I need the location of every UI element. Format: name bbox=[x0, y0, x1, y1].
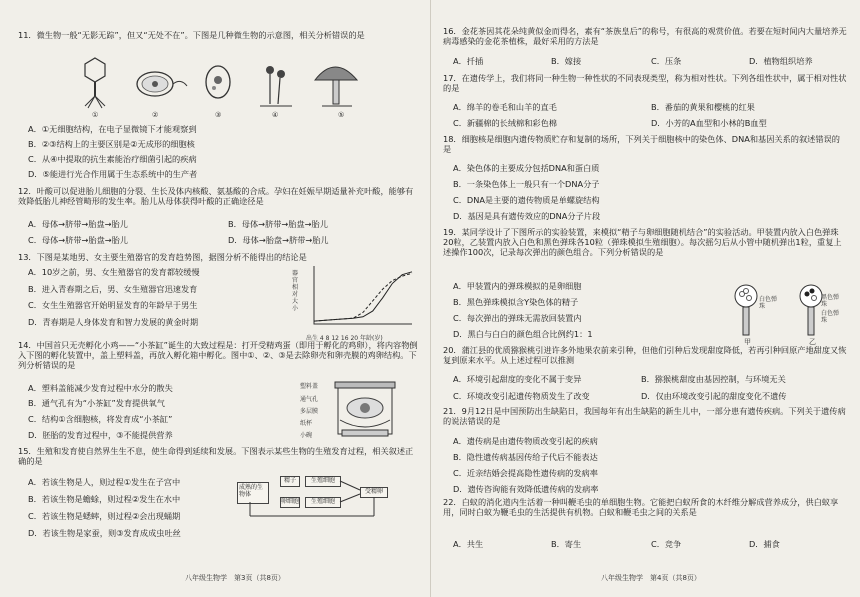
q21-option-b: B．隐性遗传病基因传给子代后不能表达 bbox=[453, 452, 598, 462]
fig-label-1: ① bbox=[92, 111, 99, 119]
device-label-black: 黑色弹珠 bbox=[821, 294, 840, 308]
q17-option-b: B．番茄的黄果和樱桃的红果 bbox=[651, 102, 755, 112]
q14-stem: 14．中国首只无壳孵化小鸡——“小茶缸”诞生的大致过程是：打开受精鸡蛋（即用于孵化的鸡卵），将内容物倒入下图的孵化装置中，盖上塑料盖，再放入孵化箱中孵化。图中①、②、③是去除卵壳和卵壳膜的鸡卵结构。下列分析错误的是 bbox=[18, 340, 418, 370]
fig-label-2: ② bbox=[152, 111, 159, 119]
q22-option-a: A．共生 bbox=[453, 539, 484, 549]
q12-option-c: C．母体→脐带→胎盘→胎儿 bbox=[28, 235, 128, 245]
series-line-1 bbox=[314, 272, 412, 321]
chart-ylabel: 器官相对大小 bbox=[292, 270, 299, 312]
q18-option-d: D．基因是具有遗传效应的DNA分子片段 bbox=[453, 211, 601, 221]
q13-option-c: C．女生生殖器官开始明显发育的年龄早于男生 bbox=[28, 300, 198, 310]
q15-option-a: A．若该生物是人，则过程①发生在子宫中 bbox=[28, 477, 181, 487]
q15-stem: 15．生殖和发育使自然界生生不息，使生命得到延续和发展。下图表示某些生物的生殖发育过程，相关叙述正确的是 bbox=[18, 446, 414, 466]
growth-chart bbox=[300, 262, 420, 332]
fig-label-3: ③ bbox=[215, 111, 222, 119]
q12-option-d: D．母体→胎盘→脐带→胎儿 bbox=[228, 235, 329, 245]
q13-option-d: D．青春期是人身体发育和智力发展的黄金时期 bbox=[28, 317, 199, 327]
fig-label-5: ⑤ bbox=[338, 111, 345, 119]
q16-stem: 16．金花茶因其花朵纯黄似金而得名，素有“茶族皇后”的称号，有很高的观赏价值。若要在短时间内大量培养无病毒感染的金花茶植株，最好采用的方法是 bbox=[443, 26, 847, 46]
q15-option-c: C．若该生物是蟋蟀，则过程②会出现蛹期 bbox=[28, 511, 181, 521]
q20-stem: 20．蒲江县的优质猕猴桃引进许多外地果农前来引种，但他们引种后发现甜度降低，若再引种回原产地甜度又恢复到原来水平。从上述过程可以推测 bbox=[443, 345, 847, 365]
q18-option-c: C．DNA是主要的遗传物质是单螺旋结构 bbox=[453, 195, 600, 205]
q18-option-a: A．染色体的主要成分包括DNA和蛋白质 bbox=[453, 163, 600, 173]
device-label-cup: 纸杯 bbox=[300, 420, 313, 427]
q22-option-d: D．捕食 bbox=[749, 539, 780, 549]
q17-option-c: C．新疆棉的长绒棉和彩色棉 bbox=[453, 118, 557, 128]
left-footer: 八年级生物学 第3页（共8页） bbox=[185, 574, 285, 582]
q19-stem: 19．某同学设计了下图所示的实验装置，来模拟“精子与卵细胞随机结合”的实验活动。甲装置内放入白色弹珠20粒，乙装置内放入白色和黑色弹珠各10粒（弹珠模拟生殖细胞）。每次摇匀后从小管中随机弹出1粒，重复上述操作100次，记录每次弹出的颜色组合。下列分析错误的是 bbox=[443, 227, 842, 257]
diagram-germ-cell-1: 生殖细胞 bbox=[305, 476, 341, 487]
q16-option-d: D．植物组织培养 bbox=[749, 56, 813, 66]
device-label-bowl: 小碗 bbox=[300, 432, 313, 439]
device-label-lid: 塑料盖 bbox=[300, 383, 319, 390]
incubator-diagram bbox=[330, 380, 400, 440]
q13-stem: 13．下图是某地男、女主要生殖器官的发育趋势图，据图分析不能得出的结论是 bbox=[18, 252, 307, 262]
q19-option-d: D．黑白与白白的颜色组合比例约1：1 bbox=[453, 329, 593, 339]
q22-option-c: C．竞争 bbox=[651, 539, 682, 549]
q16-option-c: C．压条 bbox=[651, 56, 682, 66]
q14-option-d: D．胚胎的发育过程中，③不能提供营养 bbox=[28, 430, 173, 440]
q12-stem: 12．叶酸可以促进胎儿细胞的分裂、生长及体内核酸、氨基酸的合成。孕妇在妊娠早期适量补充叶酸，能够有效降低胎儿神经管畸形的发生率。胎儿从母体获得叶酸的正确途径是 bbox=[18, 186, 414, 206]
q18-option-b: B．一条染色体上一般只有一个DNA分子 bbox=[453, 179, 600, 189]
chart-xlabel: 出生 4 8 12 16 20 年龄(岁) bbox=[306, 335, 383, 342]
q20-option-c: C．环境改变引起遗传物质发生了改变 bbox=[453, 391, 590, 401]
device-label-white-1: 白色弹珠 bbox=[759, 296, 778, 310]
diagram-egg: 卵细胞 bbox=[280, 497, 300, 508]
device-label-vent: 通气孔 bbox=[300, 396, 319, 403]
q19-option-c: C．每次弹出的弹珠无需放回装置内 bbox=[453, 313, 582, 323]
q19-option-a: A．甲装置内的弹珠模拟的是卵细胞 bbox=[453, 281, 582, 291]
lifecycle-arrows bbox=[232, 470, 402, 525]
q20-option-d: D．仅由环境改变引起的甜度变化不遗传 bbox=[641, 391, 787, 401]
q21-option-d: D．遗传咨询能有效降低遗传病的发病率 bbox=[453, 484, 599, 494]
q18-stem: 18．细胞核是细胞内遗传物质贮存和复制的场所，下列关于细胞核中的染色体、DNA和基因关系的叙述错误的是 bbox=[443, 134, 840, 154]
fig-label-4: ④ bbox=[272, 111, 279, 119]
q15-option-b: B．若该生物是蟾蜍，则过程②发生在水中 bbox=[28, 494, 181, 504]
mushroom-icon bbox=[315, 67, 357, 106]
q11-stem: 11．微生物一般“无影无踪”，但又“无处不在”。下图是几种微生物的示意图，相关分析错误的是 bbox=[18, 30, 365, 40]
q17-stem: 17．在遗传学上，我们将同一种生物一种性状的不同表现类型，称为相对性状。下列各组性状中，属于相对性状的是 bbox=[443, 73, 847, 93]
q20-option-b: B．猕猴桃甜度由基因控制，与环境无关 bbox=[641, 374, 786, 384]
diagram-zygote: 受精卵 bbox=[360, 487, 388, 498]
q16-option-a: A．扦插 bbox=[453, 56, 484, 66]
q14-option-b: B．通气孔有为“小茶缸”发育提供氧气 bbox=[28, 398, 165, 408]
device-label-film: 多层膜 bbox=[300, 408, 319, 415]
device-label-yi: 乙 bbox=[809, 338, 816, 346]
chart-axes bbox=[314, 266, 412, 324]
q17-option-d: D．小芳的A血型和小林的B血型 bbox=[651, 118, 767, 128]
q12-option-b: B．母体→脐带→胎盘→胎儿 bbox=[228, 219, 328, 229]
mold-icon bbox=[260, 66, 292, 106]
q14-option-c: C．结构①含细胞核，将发育成“小茶缸” bbox=[28, 414, 173, 424]
bacterium-icon bbox=[137, 72, 187, 96]
device-label-white-2: 白色弹珠 bbox=[821, 310, 840, 324]
q11-option-b: B．②③结构上的主要区别是②无成形的细胞核 bbox=[28, 139, 195, 149]
q13-option-a: A．10岁之前，男、女生殖器官的发育都较缓慢 bbox=[28, 267, 200, 277]
right-footer: 八年级生物学 第4页（共8页） bbox=[601, 574, 701, 582]
q17-option-a: A．绵羊的卷毛和山羊的直毛 bbox=[453, 102, 557, 112]
diagram-germ-cell-2: 生殖细胞 bbox=[305, 497, 341, 508]
q12-option-a: A．母体→脐带→胎盘→胎儿 bbox=[28, 219, 128, 229]
q22-stem: 22．白蚁的消化道内生活着一种叫鞭毛虫的单细胞生物。它能把白蚁所食的木纤维分解成营养成分，供白蚁享用，同时白蚁为鞭毛虫的生活提供有机物。白蚁和鞭毛虫之间的关系是 bbox=[443, 497, 839, 517]
q14-option-a: A．塑料盖能减少发育过程中水分的散失 bbox=[28, 383, 173, 393]
q19-option-b: B．黑色弹珠模拟含Y染色体的精子 bbox=[453, 297, 579, 307]
microbe-figure bbox=[60, 54, 360, 114]
virus-icon bbox=[85, 58, 105, 108]
right-page bbox=[430, 0, 860, 597]
q21-stem: 21．9月12日是中国预防出生缺陷日，我国每年有出生缺陷的新生儿中，一部分患有遗传疾病。下列关于遗传病的说法错误的是 bbox=[443, 406, 846, 426]
q11-option-a: A．①无细胞结构，在电子显微镜下才能观察到 bbox=[28, 124, 197, 134]
q13-option-b: B．进入青春期之后，男、女生殖器官迅速发育 bbox=[28, 284, 198, 294]
q11-option-c: C．从④中提取的抗生素能治疗细菌引起的疾病 bbox=[28, 154, 197, 164]
q16-option-b: B．嫁接 bbox=[551, 56, 582, 66]
q21-option-c: C．近亲结婚会提高隐性遗传病的发病率 bbox=[453, 468, 598, 478]
q22-option-b: B．寄生 bbox=[551, 539, 582, 549]
series-line-2 bbox=[314, 273, 412, 321]
diagram-organism: 成熟的生物体 bbox=[237, 482, 269, 504]
q15-option-d: D．若该生物是家蚕，则③发育成成虫吐丝 bbox=[28, 528, 181, 538]
q20-option-a: A．环境引起甜度的变化不属于变异 bbox=[453, 374, 582, 384]
yeast-icon bbox=[206, 66, 230, 98]
q21-option-a: A．遗传病是由遗传物质改变引起的疾病 bbox=[453, 436, 598, 446]
device-label-jia: 甲 bbox=[744, 338, 751, 346]
q11-option-d: D．⑤能进行光合作用属于生态系统中的生产者 bbox=[28, 169, 198, 179]
diagram-sperm: 精子 bbox=[280, 476, 300, 487]
